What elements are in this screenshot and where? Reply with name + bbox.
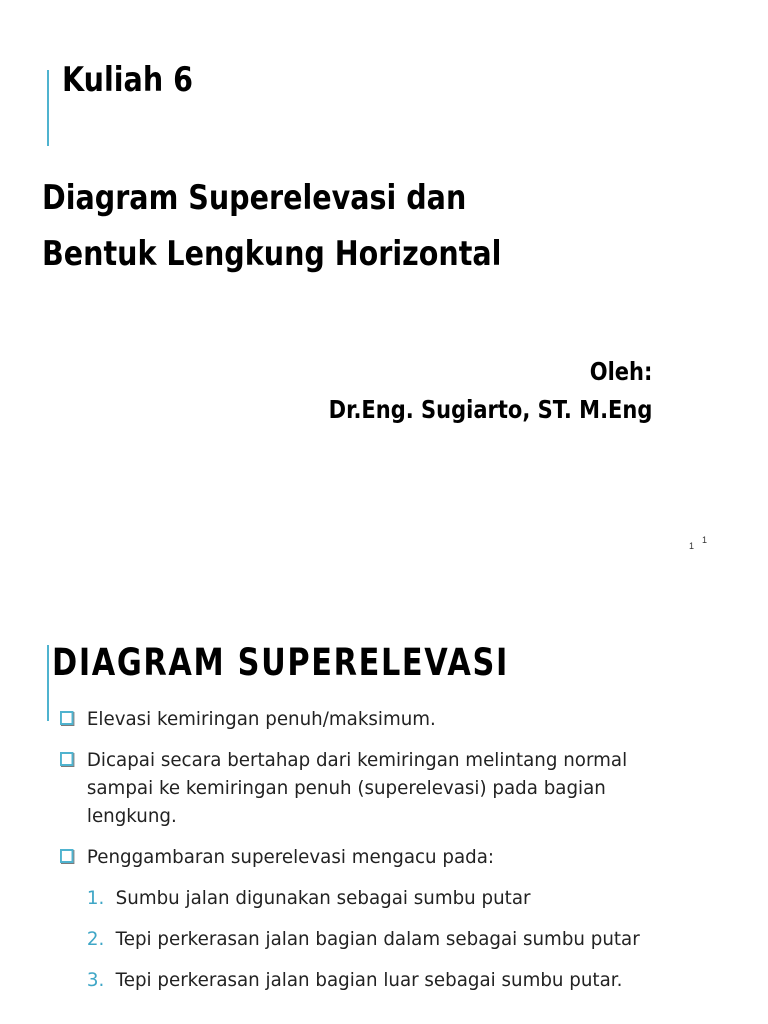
bullet-item	[60, 705, 694, 733]
content-slide	[0, 575, 768, 1024]
page-number-small: 1	[689, 541, 695, 551]
numbered-item	[60, 884, 694, 912]
item-number: 3.	[86, 969, 105, 991]
numbered-item	[60, 966, 694, 994]
bullet-text: Elevasi kemiringan penuh/maksimum.	[86, 708, 436, 730]
author-label: Oleh:	[589, 357, 652, 386]
bullet-text: Penggambaran superelevasi mengacu pada:	[86, 846, 495, 868]
bullet-item	[60, 746, 694, 830]
lecture-heading: Kuliah 6	[62, 60, 193, 100]
item-text: Sumbu jalan digunakan sebagai sumbu putar	[115, 887, 531, 909]
page-number	[689, 535, 708, 551]
numbered-item	[60, 925, 694, 953]
bullet-item	[60, 843, 694, 871]
section-heading: DIAGRAM SUPERELEVASI	[52, 641, 509, 684]
item-text: Tepi perkerasan jalan bagian dalam sebagai sumbu putar	[115, 928, 640, 950]
accent-line	[47, 645, 49, 721]
page-number-sup: 1	[702, 535, 708, 545]
checkbox-bullet-icon	[60, 711, 73, 725]
item-text: Tepi perkerasan jalan bagian luar sebagai sumbu putar.	[115, 969, 623, 991]
checkbox-bullet-icon	[60, 849, 73, 863]
item-number: 1.	[86, 887, 105, 909]
item-number: 2.	[86, 928, 105, 950]
checkbox-bullet-icon	[60, 752, 73, 766]
accent-line	[47, 70, 49, 146]
author-name: Dr.Eng. Sugiarto, ST. M.Eng	[328, 395, 652, 424]
title-line-2: Bentuk Lengkung Horizontal	[42, 234, 502, 274]
bullet-text: Dicapai secara bertahap dari kemiringan melintang normal sampai ke kemiringan penuh (superelevasi) pada bagian lengkung.	[86, 749, 628, 827]
title-line-1: Diagram Superelevasi dan	[42, 178, 467, 218]
slide-body	[60, 705, 720, 1007]
slide-title	[42, 170, 501, 282]
author-block	[267, 353, 652, 429]
